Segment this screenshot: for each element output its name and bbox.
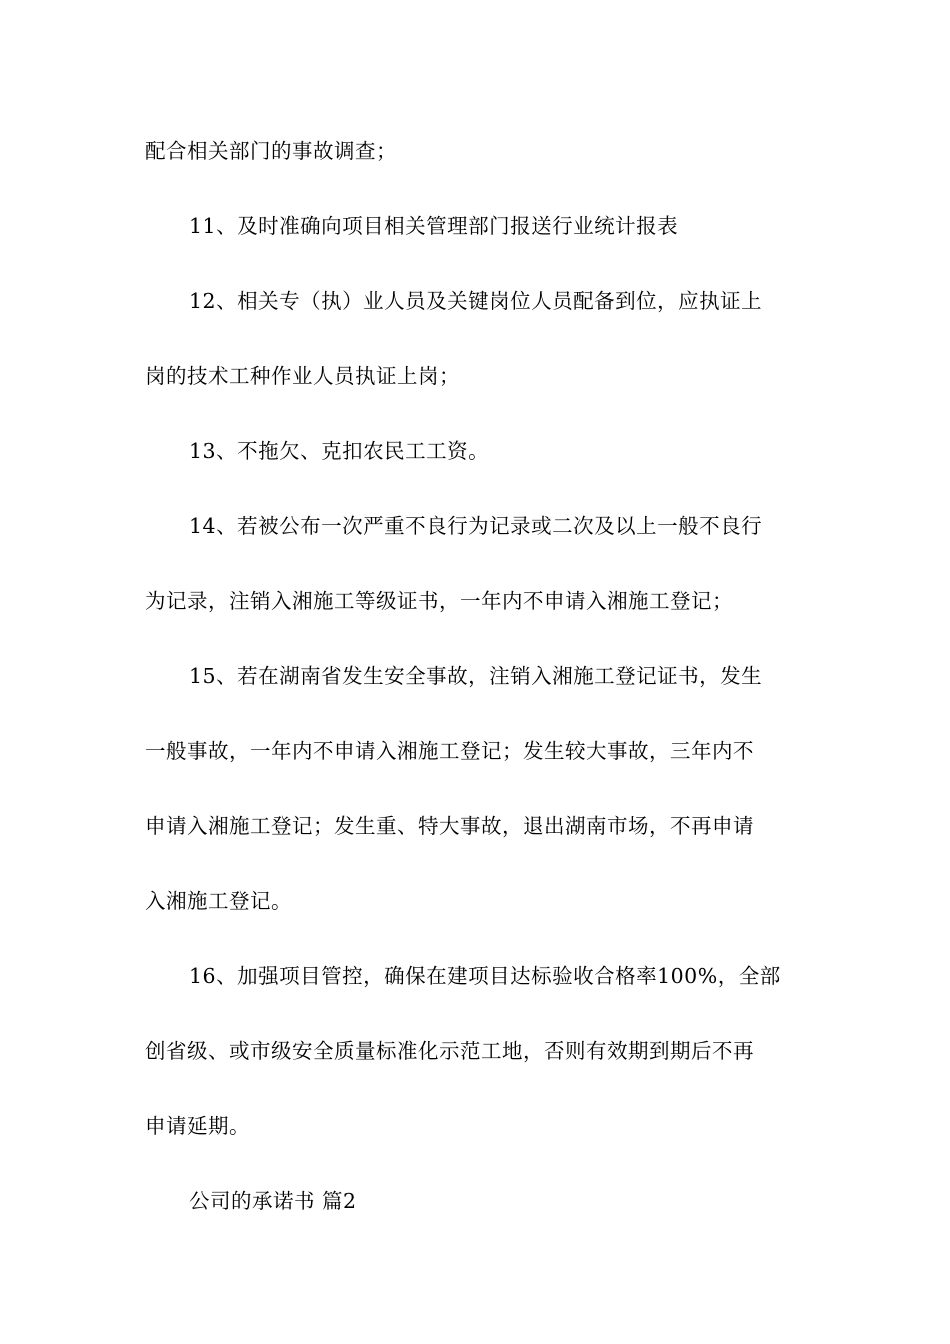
text-line: 14、若被公布一次严重不良行为记录或二次及以上一般不良行 [189,514,763,538]
text-line: 11、及时准确向项目相关管理部门报送行业统计报表 [189,214,679,238]
text-line: 12、相关专（执）业人员及关键岗位人员配备到位，应执证上 [189,289,763,313]
text-line: 申请延期。 [145,1114,250,1138]
text-line: 创省级、或市级安全质量标准化示范工地，否则有效期到期后不再 [145,1039,754,1063]
text-line: 16、加强项目管控，确保在建项目达标验收合格率100%，全部 [189,964,781,988]
text-line: 岗的技术工种作业人员执证上岗； [145,364,460,388]
text-line: 配合相关部门的事故调查； [145,139,397,163]
text-line: 一般事故，一年内不申请入湘施工登记；发生较大事故，三年内不 [145,739,754,763]
text-line: 申请入湘施工登记；发生重、特大事故，退出湖南市场，不再申请 [145,814,754,838]
text-line: 13、不拖欠、克扣农民工工资。 [189,439,490,463]
section-heading: 公司的承诺书 篇2 [189,1189,357,1213]
text-line: 为记录，注销入湘施工等级证书，一年内不申请入湘施工登记； [145,589,733,613]
text-line: 入湘施工登记。 [145,889,292,913]
text-line: 15、若在湖南省发生安全事故，注销入湘施工登记证书，发生 [189,664,763,688]
